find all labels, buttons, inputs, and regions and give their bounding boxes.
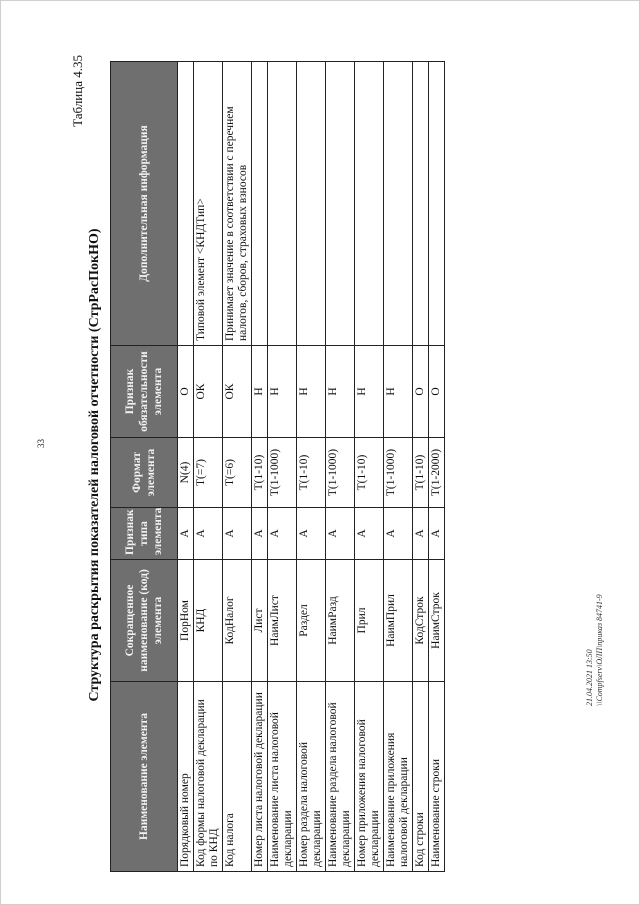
- footer-file-path: \\Compfserv\ОЛП\приказ 84741-9: [595, 594, 604, 706]
- cell-type: А: [268, 508, 297, 560]
- table-row: [326, 62, 355, 872]
- cell-type: А: [429, 508, 445, 560]
- cell-type: А: [297, 508, 326, 560]
- cell-required: ОК: [194, 346, 223, 438]
- cell-code: КНД: [194, 560, 223, 682]
- table-row: [194, 62, 223, 872]
- cell-info: [384, 62, 413, 346]
- cell-required: О: [178, 346, 194, 438]
- cell-format: T(1-10): [355, 438, 384, 508]
- table-title: Структура раскрытия показателей налоговой отчетности (СтрРасПокНО): [87, 228, 102, 702]
- cell-info: [297, 62, 326, 346]
- cell-code: НаимПрил: [384, 560, 413, 682]
- cell-format: T(1-2000): [429, 438, 445, 508]
- header-element-required: Признак обязательности элемента: [111, 346, 178, 438]
- table-row: [297, 62, 326, 872]
- cell-name: Номер раздела налоговой декларации: [297, 682, 326, 872]
- cell-format: T(1-10): [252, 438, 268, 508]
- cell-format: T(1-1000): [384, 438, 413, 508]
- cell-format: N(4): [178, 438, 194, 508]
- cell-required: Н: [297, 346, 326, 438]
- cell-code: Лист: [252, 560, 268, 682]
- cell-info: [355, 62, 384, 346]
- cell-type: А: [326, 508, 355, 560]
- cell-code: Прил: [355, 560, 384, 682]
- cell-required: Н: [326, 346, 355, 438]
- table-row: [252, 62, 268, 872]
- cell-name: Наименование листа налоговой декларации: [268, 682, 297, 872]
- cell-type: А: [252, 508, 268, 560]
- rotated-page-content: [70, 50, 630, 880]
- cell-info: [429, 62, 445, 346]
- cell-info: Типовой элемент <КНДТип>: [194, 62, 223, 346]
- page-number: 33: [36, 439, 46, 448]
- cell-required: Н: [252, 346, 268, 438]
- cell-format: T(1-10): [413, 438, 429, 508]
- cell-info: [252, 62, 268, 346]
- cell-name: Код налога: [223, 682, 252, 872]
- cell-type: А: [384, 508, 413, 560]
- header-additional-info: Дополнительная информация: [111, 62, 178, 346]
- cell-required: ОК: [223, 346, 252, 438]
- header-element-code: Сокращенное наименование (код) элемента: [111, 560, 178, 682]
- cell-code: НаимЛист: [268, 560, 297, 682]
- cell-type: А: [223, 508, 252, 560]
- cell-format: T(=7): [194, 438, 223, 508]
- cell-format: T(=6): [223, 438, 252, 508]
- cell-name: Код строки: [413, 682, 429, 872]
- cell-type: А: [355, 508, 384, 560]
- header-element-name: Наименование элемента: [111, 682, 178, 872]
- table-header-row: [111, 62, 178, 872]
- cell-info: [326, 62, 355, 346]
- cell-format: T(1-1000): [326, 438, 355, 508]
- cell-info: Принимает значение в соответствии с перечнем налогов, сборов, страховых взносов: [223, 62, 252, 346]
- cell-name: Наименование приложения налоговой декларации: [384, 682, 413, 872]
- cell-name: Наименование раздела налоговой декларации: [326, 682, 355, 872]
- cell-type: А: [194, 508, 223, 560]
- table-row: [355, 62, 384, 872]
- cell-required: Н: [268, 346, 297, 438]
- cell-format: T(1-10): [297, 438, 326, 508]
- cell-code: КодСтрок: [413, 560, 429, 682]
- cell-required: О: [413, 346, 429, 438]
- table-row: [413, 62, 429, 872]
- cell-type: А: [178, 508, 194, 560]
- cell-type: А: [413, 508, 429, 560]
- cell-code: КодНалог: [223, 560, 252, 682]
- cell-name: Наименование строки: [429, 682, 445, 872]
- cell-info: [268, 62, 297, 346]
- cell-format: T(1-1000): [268, 438, 297, 508]
- structure-table: [110, 61, 445, 872]
- cell-required: Н: [384, 346, 413, 438]
- table-row: [268, 62, 297, 872]
- cell-code: Раздел: [297, 560, 326, 682]
- table-row: [384, 62, 413, 872]
- header-element-format: Формат элемента: [111, 438, 178, 508]
- table-row: [429, 62, 445, 872]
- table-row: [178, 62, 194, 872]
- cell-code: НаимСтрок: [429, 560, 445, 682]
- cell-required: О: [429, 346, 445, 438]
- cell-info: [413, 62, 429, 346]
- cell-name: Порядковый номер: [178, 682, 194, 872]
- cell-code: ПорНом: [178, 560, 194, 682]
- cell-code: НаимРазд: [326, 560, 355, 682]
- cell-name: Номер листа налоговой декларации: [252, 682, 268, 872]
- cell-required: Н: [355, 346, 384, 438]
- cell-info: [178, 62, 194, 346]
- cell-name: Номер приложения налоговой декларации: [355, 682, 384, 872]
- cell-name: Код формы налоговой декларации по КНД: [194, 682, 223, 872]
- table-label: Таблица 4.35: [70, 55, 85, 127]
- table-row: [223, 62, 252, 872]
- footer-timestamp: 21.04.2021 13:50: [585, 649, 594, 706]
- header-element-type: Признак типа элемента: [111, 508, 178, 560]
